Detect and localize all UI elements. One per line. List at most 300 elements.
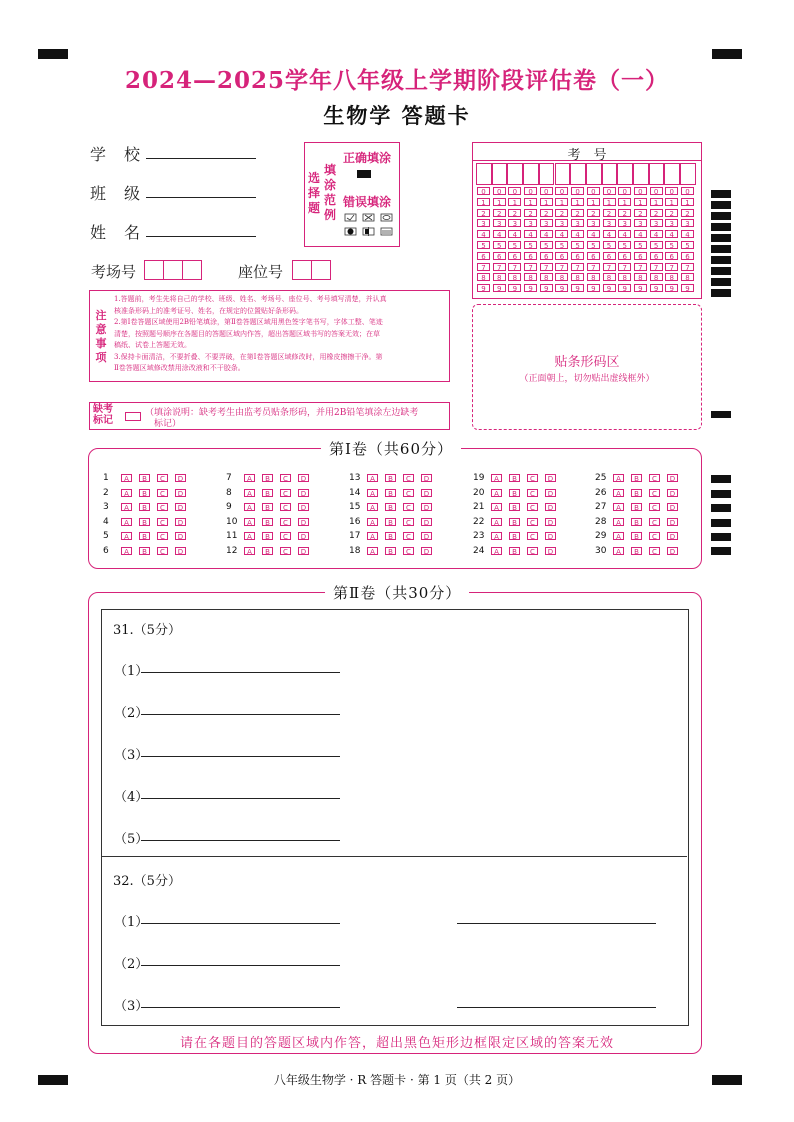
exam-number-bubble[interactable]: 0 — [508, 187, 521, 195]
exam-number-bubble[interactable]: 8 — [634, 273, 647, 281]
exam-number-bubble[interactable]: 1 — [477, 198, 490, 206]
option-bubble-d[interactable]: D — [175, 489, 186, 497]
exam-number-write-cell[interactable] — [539, 163, 555, 185]
option-bubble-d[interactable]: D — [175, 532, 186, 540]
room-box[interactable] — [163, 260, 183, 280]
exam-number-write-cell[interactable] — [570, 163, 586, 185]
option-bubble-c[interactable]: C — [649, 489, 660, 497]
exam-number-bubble[interactable]: 8 — [571, 273, 584, 281]
exam-number-bubble[interactable]: 4 — [650, 230, 663, 238]
option-bubble-d[interactable]: D — [545, 489, 556, 497]
exam-number-bubble[interactable]: 4 — [681, 230, 694, 238]
option-bubble-b[interactable]: B — [631, 532, 642, 540]
exam-number-bubble[interactable]: 2 — [493, 209, 506, 217]
option-bubble-a[interactable]: A — [244, 503, 255, 511]
option-bubble-d[interactable]: D — [421, 518, 432, 526]
exam-number-bubble[interactable]: 7 — [571, 263, 584, 271]
exam-number-bubble[interactable]: 4 — [665, 230, 678, 238]
exam-number-bubble[interactable]: 5 — [634, 241, 647, 249]
exam-number-bubble[interactable]: 3 — [603, 219, 616, 227]
exam-number-bubble[interactable]: 4 — [555, 230, 568, 238]
option-bubble-a[interactable]: A — [367, 547, 378, 555]
option-bubble-b[interactable]: B — [139, 532, 150, 540]
answer-line[interactable] — [141, 923, 340, 924]
option-bubble-c[interactable]: C — [527, 518, 538, 526]
room-box[interactable] — [182, 260, 202, 280]
exam-number-bubble[interactable]: 5 — [681, 241, 694, 249]
answer-line[interactable] — [141, 840, 340, 841]
option-bubble-a[interactable]: A — [491, 474, 502, 482]
option-bubble-b[interactable]: B — [139, 547, 150, 555]
option-bubble-d[interactable]: D — [175, 474, 186, 482]
exam-number-bubble[interactable]: 7 — [540, 263, 553, 271]
exam-number-bubble[interactable]: 2 — [634, 209, 647, 217]
option-bubble-c[interactable]: C — [157, 532, 168, 540]
exam-number-bubble[interactable]: 1 — [540, 198, 553, 206]
exam-number-bubble[interactable]: 9 — [555, 284, 568, 292]
exam-number-bubble[interactable]: 4 — [524, 230, 537, 238]
exam-number-bubble[interactable]: 0 — [493, 187, 506, 195]
option-bubble-c[interactable]: C — [649, 518, 660, 526]
option-bubble-d[interactable]: D — [298, 532, 309, 540]
exam-number-bubble[interactable]: 4 — [587, 230, 600, 238]
option-bubble-c[interactable]: C — [280, 489, 291, 497]
option-bubble-b[interactable]: B — [509, 489, 520, 497]
option-bubble-c[interactable]: C — [403, 532, 414, 540]
answer-line[interactable] — [141, 965, 340, 966]
option-bubble-a[interactable]: A — [244, 547, 255, 555]
option-bubble-d[interactable]: D — [545, 547, 556, 555]
option-bubble-c[interactable]: C — [649, 474, 660, 482]
exam-number-bubble[interactable]: 7 — [650, 263, 663, 271]
exam-number-bubble[interactable]: 2 — [603, 209, 616, 217]
option-bubble-a[interactable]: A — [367, 489, 378, 497]
option-bubble-c[interactable]: C — [527, 489, 538, 497]
exam-number-bubble[interactable]: 4 — [603, 230, 616, 238]
option-bubble-c[interactable]: C — [403, 547, 414, 555]
exam-number-bubble[interactable]: 6 — [634, 252, 647, 260]
exam-number-bubble[interactable]: 0 — [634, 187, 647, 195]
exam-number-bubble[interactable]: 5 — [571, 241, 584, 249]
exam-number-bubble[interactable]: 4 — [618, 230, 631, 238]
exam-number-bubble[interactable]: 1 — [555, 198, 568, 206]
exam-number-bubble[interactable]: 6 — [493, 252, 506, 260]
exam-number-bubble[interactable]: 4 — [493, 230, 506, 238]
option-bubble-c[interactable]: C — [527, 503, 538, 511]
option-bubble-b[interactable]: B — [385, 518, 396, 526]
exam-number-bubble[interactable]: 5 — [555, 241, 568, 249]
option-bubble-b[interactable]: B — [509, 532, 520, 540]
timing-mark — [711, 267, 731, 275]
option-bubble-c[interactable]: C — [280, 518, 291, 526]
option-bubble-c[interactable]: C — [157, 518, 168, 526]
option-bubble-d[interactable]: D — [667, 489, 678, 497]
exam-number-write-cell[interactable] — [492, 163, 508, 185]
option-bubble-a[interactable]: A — [367, 518, 378, 526]
exam-number-bubble[interactable]: 9 — [618, 284, 631, 292]
exam-number-bubble[interactable]: 8 — [540, 273, 553, 281]
absent-mark-box[interactable] — [125, 412, 141, 421]
answer-line[interactable] — [141, 756, 340, 757]
option-bubble-d[interactable]: D — [421, 503, 432, 511]
exam-number-bubble[interactable]: 7 — [555, 263, 568, 271]
option-bubble-a[interactable]: A — [244, 489, 255, 497]
option-bubble-c[interactable]: C — [403, 474, 414, 482]
option-bubble-c[interactable]: C — [527, 474, 538, 482]
option-bubble-c[interactable]: C — [649, 547, 660, 555]
exam-number-bubble[interactable]: 3 — [587, 219, 600, 227]
option-bubble-d[interactable]: D — [545, 532, 556, 540]
exam-number-bubble[interactable]: 3 — [493, 219, 506, 227]
option-bubble-a[interactable]: A — [491, 532, 502, 540]
option-bubble-b[interactable]: B — [385, 489, 396, 497]
option-bubble-a[interactable]: A — [367, 532, 378, 540]
option-bubble-b[interactable]: B — [509, 518, 520, 526]
exam-number-write-cell[interactable] — [523, 163, 539, 185]
option-bubble-c[interactable]: C — [403, 489, 414, 497]
exam-number-bubble[interactable]: 9 — [587, 284, 600, 292]
exam-number-bubble[interactable]: 8 — [508, 273, 521, 281]
option-bubble-b[interactable]: B — [139, 489, 150, 497]
option-bubble-c[interactable]: C — [157, 474, 168, 482]
option-bubble-c[interactable]: C — [280, 547, 291, 555]
question-number: 17 — [349, 531, 361, 541]
exam-number-bubble[interactable]: 2 — [571, 209, 584, 217]
exam-number-bubble[interactable]: 3 — [508, 219, 521, 227]
option-bubble-c[interactable]: C — [280, 503, 291, 511]
exam-number-bubble[interactable]: 8 — [477, 273, 490, 281]
exam-number-bubble[interactable]: 9 — [571, 284, 584, 292]
option-bubble-d[interactable]: D — [298, 474, 309, 482]
exam-number-digit-row — [477, 209, 697, 220]
exam-number-bubble[interactable]: 5 — [508, 241, 521, 249]
exam-number-bubble[interactable]: 7 — [681, 263, 694, 271]
exam-number-bubble[interactable]: 5 — [618, 241, 631, 249]
exam-number-bubble[interactable]: 0 — [524, 187, 537, 195]
exam-number-write-cell[interactable] — [680, 163, 696, 185]
exam-number-bubble[interactable]: 0 — [665, 187, 678, 195]
option-bubble-c[interactable]: C — [527, 532, 538, 540]
option-bubble-b[interactable]: B — [385, 474, 396, 482]
class-field[interactable] — [146, 197, 256, 198]
option-bubble-c[interactable]: C — [157, 503, 168, 511]
option-bubble-b[interactable]: B — [139, 503, 150, 511]
exam-number-bubble[interactable]: 6 — [571, 252, 584, 260]
exam-number-bubble[interactable]: 9 — [681, 284, 694, 292]
exam-number-bubble[interactable]: 5 — [493, 241, 506, 249]
exam-number-bubble[interactable]: 5 — [587, 241, 600, 249]
exam-number-bubble[interactable]: 6 — [508, 252, 521, 260]
option-bubble-d[interactable]: D — [545, 474, 556, 482]
exam-number-bubble[interactable]: 8 — [665, 273, 678, 281]
seat-box[interactable] — [311, 260, 331, 280]
exam-number-bubble[interactable]: 5 — [540, 241, 553, 249]
exam-number-bubble[interactable]: 3 — [650, 219, 663, 227]
option-bubble-d[interactable]: D — [667, 474, 678, 482]
exam-number-bubble[interactable]: 6 — [587, 252, 600, 260]
room-box[interactable] — [144, 260, 164, 280]
exam-number-bubble[interactable]: 7 — [603, 263, 616, 271]
option-bubble-d[interactable]: D — [298, 503, 309, 511]
option-bubble-c[interactable]: C — [403, 518, 414, 526]
option-bubble-d[interactable]: D — [667, 547, 678, 555]
exam-number-bubble[interactable]: 5 — [477, 241, 490, 249]
option-bubble-b[interactable]: B — [631, 503, 642, 511]
exam-number-bubble[interactable]: 0 — [587, 187, 600, 195]
exam-number-bubble[interactable]: 9 — [524, 284, 537, 292]
name-field[interactable] — [146, 236, 256, 237]
exam-number-bubble[interactable]: 6 — [603, 252, 616, 260]
option-bubble-d[interactable]: D — [298, 518, 309, 526]
exam-number-bubble[interactable]: 0 — [540, 187, 553, 195]
exam-number-bubble[interactable]: 2 — [681, 209, 694, 217]
exam-number-bubble[interactable]: 8 — [493, 273, 506, 281]
exam-number-bubble[interactable]: 5 — [524, 241, 537, 249]
answer-line[interactable] — [141, 672, 340, 673]
option-bubble-a[interactable]: A — [121, 474, 132, 482]
exam-number-bubble[interactable]: 7 — [634, 263, 647, 271]
option-bubble-a[interactable]: A — [244, 532, 255, 540]
seat-box[interactable] — [292, 260, 312, 280]
option-bubble-b[interactable]: B — [385, 547, 396, 555]
option-bubble-b[interactable]: B — [509, 547, 520, 555]
notice-line: 清楚，按照题号顺序在各题目的答题区域内作答，超出答题区域书写的答案无效；在草 — [114, 329, 380, 338]
exam-number-bubble[interactable]: 4 — [540, 230, 553, 238]
option-bubble-a[interactable]: A — [613, 489, 624, 497]
exam-number-bubble[interactable]: 7 — [665, 263, 678, 271]
exam-number-bubble[interactable]: 4 — [477, 230, 490, 238]
exam-number-bubble[interactable]: 9 — [477, 284, 490, 292]
option-bubble-b[interactable]: B — [139, 518, 150, 526]
exam-number-bubble[interactable]: 9 — [665, 284, 678, 292]
school-field[interactable] — [146, 158, 256, 159]
exam-number-bubble[interactable]: 1 — [508, 198, 521, 206]
exam-number-bubble[interactable]: 3 — [634, 219, 647, 227]
exam-number-bubble[interactable]: 2 — [618, 209, 631, 217]
exam-number-bubble[interactable]: 6 — [540, 252, 553, 260]
exam-number-bubble[interactable]: 1 — [681, 198, 694, 206]
exam-number-bubble[interactable]: 7 — [493, 263, 506, 271]
exam-number-bubble[interactable]: 4 — [634, 230, 647, 238]
option-bubble-a[interactable]: A — [613, 503, 624, 511]
exam-number-bubble[interactable]: 1 — [571, 198, 584, 206]
option-bubble-a[interactable]: A — [613, 547, 624, 555]
exam-number-bubble[interactable]: 6 — [681, 252, 694, 260]
option-bubble-d[interactable]: D — [298, 489, 309, 497]
exam-number-write-cell[interactable] — [617, 163, 633, 185]
exam-number-write-cell[interactable] — [586, 163, 602, 185]
exam-number-bubble[interactable]: 6 — [618, 252, 631, 260]
exam-number-write-cell[interactable] — [507, 163, 523, 185]
exam-number-bubble[interactable]: 0 — [681, 187, 694, 195]
exam-number-bubble[interactable]: 1 — [634, 198, 647, 206]
option-bubble-a[interactable]: A — [121, 503, 132, 511]
exam-number-bubble[interactable]: 1 — [493, 198, 506, 206]
option-bubble-d[interactable]: D — [667, 503, 678, 511]
option-bubble-c[interactable]: C — [649, 503, 660, 511]
exam-number-bubble[interactable]: 4 — [571, 230, 584, 238]
exam-number-bubble[interactable]: 1 — [524, 198, 537, 206]
exam-number-bubble[interactable]: 2 — [587, 209, 600, 217]
exam-number-bubble[interactable]: 1 — [665, 198, 678, 206]
answer-line[interactable] — [457, 923, 656, 924]
answer-line[interactable] — [141, 798, 340, 799]
exam-number-bubble[interactable]: 2 — [665, 209, 678, 217]
exam-number-bubble[interactable]: 8 — [618, 273, 631, 281]
exam-number-bubble[interactable]: 5 — [603, 241, 616, 249]
option-bubble-b[interactable]: B — [509, 503, 520, 511]
exam-number-bubble[interactable]: 0 — [618, 187, 631, 195]
option-bubble-d[interactable]: D — [421, 474, 432, 482]
option-bubble-a[interactable]: A — [491, 489, 502, 497]
option-bubble-d[interactable]: D — [421, 547, 432, 555]
exam-number-bubble[interactable]: 5 — [665, 241, 678, 249]
option-bubble-a[interactable]: A — [367, 474, 378, 482]
option-bubble-d[interactable]: D — [667, 532, 678, 540]
exam-number-bubble[interactable]: 6 — [477, 252, 490, 260]
timing-mark — [711, 490, 731, 498]
exam-number-bubble[interactable]: 2 — [477, 209, 490, 217]
exam-number-bubble[interactable]: 2 — [508, 209, 521, 217]
option-bubble-a[interactable]: A — [613, 532, 624, 540]
exam-number-write-cell[interactable] — [555, 163, 571, 185]
exam-number-bubble[interactable]: 3 — [555, 219, 568, 227]
option-bubble-b[interactable]: B — [262, 474, 273, 482]
exam-number-bubble[interactable]: 7 — [524, 263, 537, 271]
option-bubble-a[interactable]: A — [491, 503, 502, 511]
option-bubble-d[interactable]: D — [421, 489, 432, 497]
exam-number-bubble[interactable]: 8 — [587, 273, 600, 281]
exam-number-bubble[interactable]: 7 — [587, 263, 600, 271]
option-bubble-a[interactable]: A — [613, 474, 624, 482]
option-bubble-a[interactable]: A — [121, 489, 132, 497]
option-bubble-a[interactable]: A — [613, 518, 624, 526]
exam-number-bubble[interactable]: 9 — [603, 284, 616, 292]
exam-number-bubble[interactable]: 5 — [650, 241, 663, 249]
option-bubble-c[interactable]: C — [649, 532, 660, 540]
exam-number-bubble[interactable]: 7 — [618, 263, 631, 271]
option-bubble-a[interactable]: A — [121, 532, 132, 540]
option-bubble-d[interactable]: D — [175, 547, 186, 555]
option-bubble-b[interactable]: B — [262, 489, 273, 497]
option-bubble-a[interactable]: A — [121, 547, 132, 555]
option-bubble-c[interactable]: C — [157, 547, 168, 555]
exam-number-bubble[interactable]: 1 — [618, 198, 631, 206]
answer-footnote: 请在各题目的答题区域内作答，超出黑色矩形边框限定区域的答案无效 — [179, 1036, 614, 1051]
option-bubble-b[interactable]: B — [139, 474, 150, 482]
exam-number-bubble[interactable]: 0 — [650, 187, 663, 195]
exam-number-bubble[interactable]: 8 — [681, 273, 694, 281]
answer-line[interactable] — [457, 1007, 656, 1008]
exam-number-write-cell[interactable] — [664, 163, 680, 185]
exam-number-bubble[interactable]: 8 — [555, 273, 568, 281]
option-bubble-b[interactable]: B — [631, 474, 642, 482]
option-bubble-b[interactable]: B — [385, 503, 396, 511]
exam-number-bubble[interactable]: 3 — [665, 219, 678, 227]
exam-number-bubble[interactable]: 9 — [634, 284, 647, 292]
exam-number-bubble[interactable]: 2 — [555, 209, 568, 217]
option-bubble-d[interactable]: D — [545, 518, 556, 526]
exam-number-bubble[interactable]: 9 — [650, 284, 663, 292]
answer-line[interactable] — [141, 1007, 340, 1008]
option-bubble-b[interactable]: B — [631, 547, 642, 555]
exam-number-bubble[interactable]: 3 — [681, 219, 694, 227]
exam-number-write-cell[interactable] — [602, 163, 618, 185]
option-bubble-d[interactable]: D — [667, 518, 678, 526]
exam-number-bubble[interactable]: 0 — [477, 187, 490, 195]
exam-number-bubble[interactable]: 3 — [477, 219, 490, 227]
exam-number-bubble[interactable]: 6 — [650, 252, 663, 260]
option-bubble-b[interactable]: B — [509, 474, 520, 482]
exam-number-bubble[interactable]: 6 — [524, 252, 537, 260]
exam-number-write-cell[interactable] — [633, 163, 649, 185]
exam-number-bubble[interactable]: 3 — [540, 219, 553, 227]
option-bubble-d[interactable]: D — [175, 518, 186, 526]
exam-number-bubble[interactable]: 0 — [555, 187, 568, 195]
exam-number-bubble[interactable]: 6 — [665, 252, 678, 260]
exam-number-bubble[interactable]: 1 — [650, 198, 663, 206]
exam-number-bubble[interactable]: 1 — [587, 198, 600, 206]
exam-number-bubble[interactable]: 8 — [524, 273, 537, 281]
exam-number-bubble[interactable]: 2 — [540, 209, 553, 217]
option-bubble-c[interactable]: C — [280, 532, 291, 540]
option-bubble-c[interactable]: C — [527, 547, 538, 555]
option-bubble-a[interactable]: A — [491, 518, 502, 526]
option-bubble-b[interactable]: B — [262, 518, 273, 526]
exam-number-bubble[interactable]: 7 — [477, 263, 490, 271]
exam-number-bubble[interactable]: 3 — [524, 219, 537, 227]
exam-number-bubble[interactable]: 1 — [603, 198, 616, 206]
exam-number-bubble[interactable]: 8 — [650, 273, 663, 281]
option-bubble-b[interactable]: B — [631, 489, 642, 497]
exam-number-bubble[interactable]: 3 — [571, 219, 584, 227]
answer-line[interactable] — [141, 714, 340, 715]
option-bubble-b[interactable]: B — [631, 518, 642, 526]
option-bubble-d[interactable]: D — [298, 547, 309, 555]
exam-number-bubble[interactable]: 2 — [650, 209, 663, 217]
exam-number-bubble[interactable]: 7 — [508, 263, 521, 271]
exam-number-bubble[interactable]: 2 — [524, 209, 537, 217]
option-bubble-a[interactable]: A — [367, 503, 378, 511]
exam-number-bubble[interactable]: 9 — [508, 284, 521, 292]
option-bubble-c[interactable]: C — [280, 474, 291, 482]
option-bubble-d[interactable]: D — [421, 532, 432, 540]
option-bubble-a[interactable]: A — [244, 518, 255, 526]
option-bubble-b[interactable]: B — [262, 532, 273, 540]
exam-number-write-cell[interactable] — [476, 163, 492, 185]
option-bubble-c[interactable]: C — [157, 489, 168, 497]
option-bubble-a[interactable]: A — [244, 474, 255, 482]
exam-number-bubble[interactable]: 8 — [603, 273, 616, 281]
exam-number-bubble[interactable]: 4 — [508, 230, 521, 238]
option-bubble-b[interactable]: B — [262, 547, 273, 555]
exam-number-bubble[interactable]: 9 — [540, 284, 553, 292]
option-bubble-b[interactable]: B — [262, 503, 273, 511]
option-bubble-d[interactable]: D — [175, 503, 186, 511]
exam-number-bubble[interactable]: 0 — [603, 187, 616, 195]
option-bubble-a[interactable]: A — [121, 518, 132, 526]
exam-number-bubble[interactable]: 6 — [555, 252, 568, 260]
exam-number-digit-row — [477, 230, 697, 241]
option-bubble-a[interactable]: A — [491, 547, 502, 555]
option-bubble-d[interactable]: D — [545, 503, 556, 511]
option-bubble-b[interactable]: B — [385, 532, 396, 540]
exam-number-write-cell[interactable] — [649, 163, 665, 185]
exam-number-bubble[interactable]: 3 — [618, 219, 631, 227]
exam-number-bubble[interactable]: 0 — [571, 187, 584, 195]
option-bubble-c[interactable]: C — [403, 503, 414, 511]
exam-number-bubble[interactable]: 9 — [493, 284, 506, 292]
